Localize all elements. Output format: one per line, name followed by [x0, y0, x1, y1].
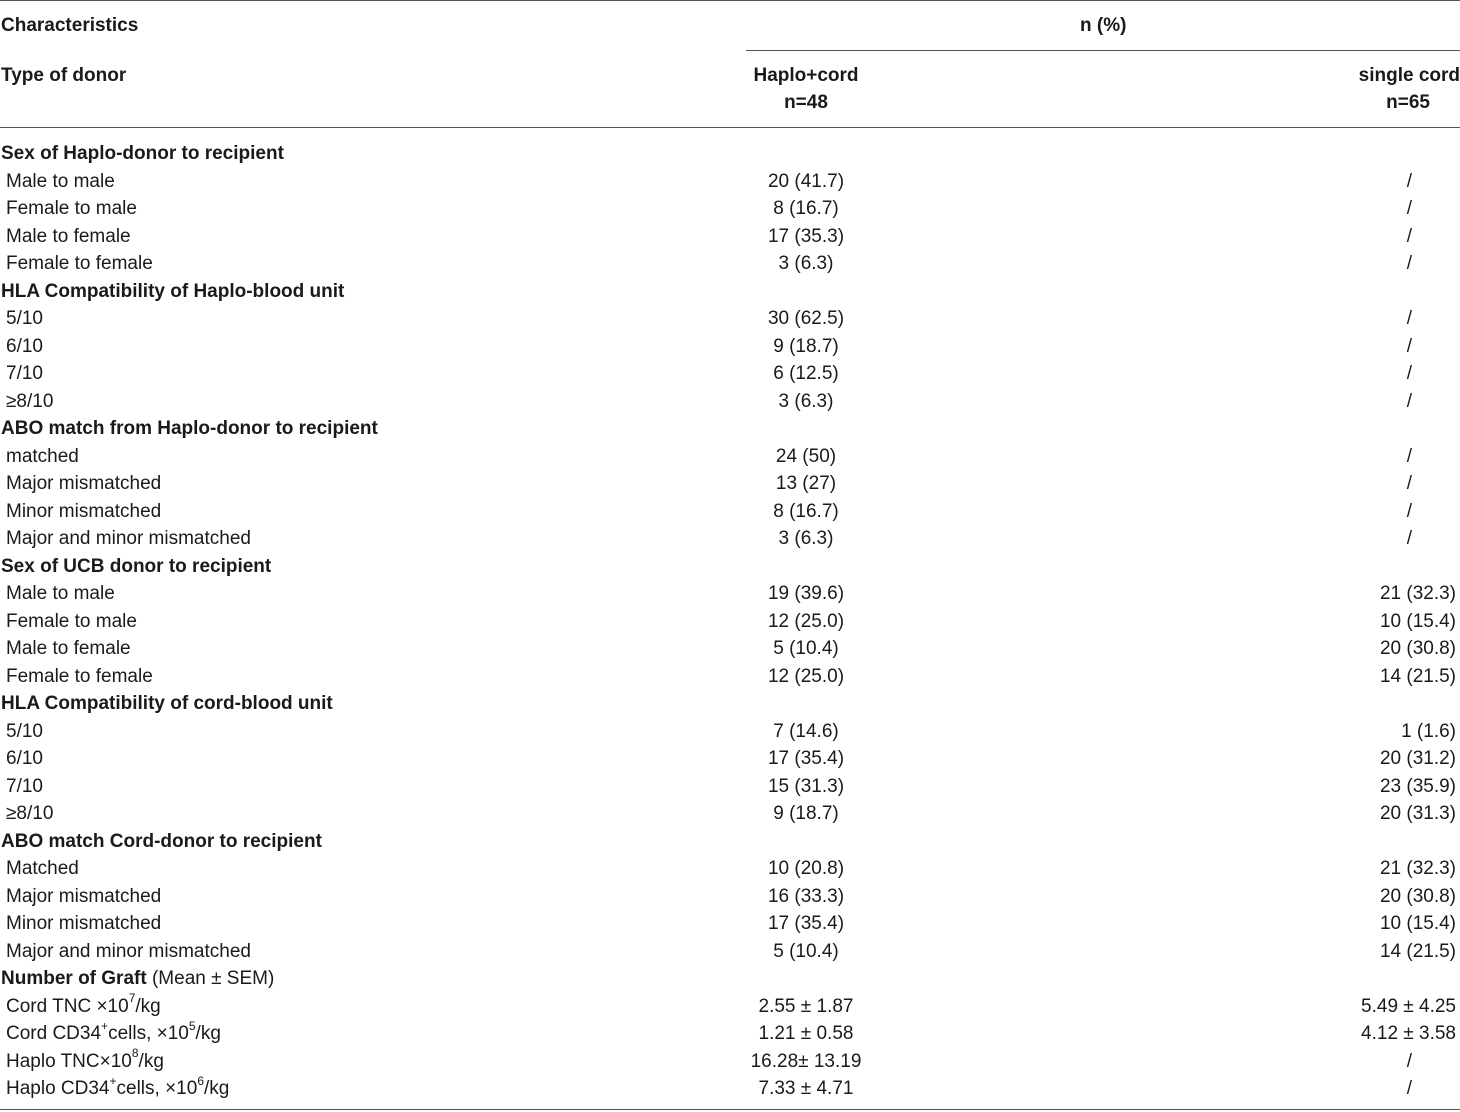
cell-single-cord: 23 (35.9) [1379, 775, 1456, 797]
label-part: Haplo TNC×10 [6, 1050, 132, 1072]
section-label [1, 140, 284, 168]
label-part: Cord CD34 [6, 1023, 102, 1044]
table-row [0, 608, 1460, 636]
cell-haplo-cord: 17 (35.4) [767, 748, 845, 769]
label-part: ABO match Cord-donor to recipient [1, 830, 322, 852]
superscript: + [109, 1073, 117, 1088]
label-part: cells, ×10 [116, 1078, 198, 1099]
row-label [6, 168, 115, 196]
section-label [1, 415, 378, 443]
label-part: /kg [195, 1023, 221, 1044]
cell-single-cord: 5.49 ± 4.25 [1361, 995, 1456, 1017]
cell-single-cord: / [1406, 335, 1412, 357]
cell-haplo-cord: 24 (50) [775, 445, 837, 467]
label-part: Female to male [6, 198, 137, 219]
superscript: 5 [188, 1018, 196, 1033]
cell-haplo-cord: 3 (6.3) [778, 253, 834, 274]
table-row [0, 1048, 1460, 1076]
table-row [0, 745, 1460, 773]
header-col1-name: Haplo+cord [753, 65, 859, 86]
header-n-percent: n (%) [1080, 15, 1127, 36]
header-characteristics: Characteristics [1, 15, 139, 36]
label-part: 5/10 [6, 308, 43, 329]
label-part: ABO match from Haplo-donor to recipient [1, 418, 378, 439]
cell-single-cord: 1 (1.6) [1401, 720, 1456, 742]
superscript: 8 [131, 1046, 139, 1061]
header-col2-name: single cord [1358, 65, 1460, 86]
cell-haplo-cord: 8 (16.7) [773, 198, 839, 219]
label-part: Female to female [6, 665, 153, 687]
table-row [0, 470, 1460, 498]
row-label [6, 993, 161, 1021]
cell-single-cord: / [1406, 308, 1412, 329]
section-header [0, 140, 1460, 168]
cell-single-cord: 10 (15.4) [1379, 610, 1456, 632]
cell-single-cord: / [1406, 528, 1412, 549]
table-row [0, 388, 1460, 416]
row-label [6, 883, 161, 911]
label-part: (Mean ± SEM) [146, 968, 275, 989]
cell-haplo-cord: 10 (20.8) [767, 858, 845, 879]
table-row [0, 360, 1460, 388]
cell-haplo-cord: 2.55 ± 1.87 [758, 995, 854, 1017]
cell-haplo-cord: 19 (39.6) [767, 583, 845, 604]
cell-single-cord: 20 (30.8) [1379, 638, 1456, 659]
table-row [0, 993, 1460, 1021]
row-label [6, 305, 43, 333]
cell-single-cord: / [1406, 1078, 1412, 1099]
table-row [0, 800, 1460, 828]
label-part: Number of Graft [1, 968, 147, 989]
header-subrule [746, 50, 1460, 51]
cell-single-cord: 20 (31.2) [1379, 748, 1456, 769]
cell-single-cord: / [1406, 473, 1412, 494]
cell-haplo-cord: 5 (10.4) [773, 940, 839, 962]
cell-single-cord: / [1406, 1050, 1412, 1072]
table-row [0, 223, 1460, 251]
row-label [6, 800, 53, 828]
cell-haplo-cord: 30 (62.5) [767, 308, 845, 329]
row-label [6, 360, 43, 388]
row-label [6, 498, 161, 526]
cell-haplo-cord: 9 (18.7) [773, 335, 839, 357]
cell-single-cord: 14 (21.5) [1379, 940, 1456, 962]
cell-haplo-cord: 16.28± 13.19 [750, 1050, 862, 1072]
superscript: 7 [128, 991, 136, 1006]
table-row [0, 525, 1460, 553]
table-row [0, 195, 1460, 223]
header-col1-n: n=48 [784, 92, 828, 113]
label-part: Male to female [6, 638, 131, 659]
cell-single-cord: / [1406, 225, 1412, 247]
label-part: ≥8/10 [6, 390, 54, 412]
cell-haplo-cord: 12 (25.0) [767, 665, 845, 687]
table-row [0, 333, 1460, 361]
row-label [6, 938, 251, 966]
table-row [0, 498, 1460, 526]
cell-single-cord: 20 (31.3) [1379, 803, 1456, 824]
cell-single-cord: / [1406, 445, 1412, 467]
table-row [0, 1020, 1460, 1048]
row-label [6, 1020, 221, 1048]
label-part: cells, ×10 [108, 1023, 189, 1044]
row-label [6, 250, 153, 278]
cell-single-cord: / [1406, 390, 1412, 412]
row-label [6, 388, 53, 416]
table-row [0, 250, 1460, 278]
table-row [0, 635, 1460, 663]
row-label [6, 635, 131, 663]
label-part: Major and minor mismatched [6, 940, 251, 962]
cell-haplo-cord: 20 (41.7) [767, 170, 845, 192]
table-row [0, 305, 1460, 333]
cell-haplo-cord: 3 (6.3) [778, 390, 834, 412]
cell-haplo-cord: 8 (16.7) [773, 500, 839, 522]
label-part: Male to male [6, 170, 115, 192]
cell-single-cord: / [1406, 363, 1412, 384]
cell-haplo-cord: 9 (18.7) [773, 803, 839, 824]
cell-haplo-cord: 17 (35.4) [767, 913, 845, 934]
label-part: Major mismatched [6, 885, 162, 907]
table-row [0, 1075, 1460, 1103]
cell-haplo-cord: 12 (25.0) [767, 610, 845, 632]
row-label [6, 195, 137, 223]
label-part: 7/10 [6, 775, 43, 797]
section-header [0, 553, 1460, 581]
table-row [0, 718, 1460, 746]
cell-haplo-cord: 6 (12.5) [773, 363, 839, 384]
cell-single-cord: 20 (30.8) [1379, 885, 1456, 907]
label-part: Female to female [6, 253, 153, 274]
cell-haplo-cord: 7.33 ± 4.71 [758, 1078, 854, 1099]
section-header [0, 965, 1460, 993]
table-row [0, 883, 1460, 911]
row-label [6, 443, 79, 471]
label-part: 6/10 [6, 335, 43, 357]
section-label [1, 553, 271, 581]
cell-haplo-cord: 3 (6.3) [778, 528, 834, 549]
label-part: matched [6, 445, 79, 467]
cell-haplo-cord: 7 (14.6) [773, 720, 839, 742]
top-rule [0, 0, 1460, 1]
label-part: /kg [138, 1050, 164, 1072]
row-label [6, 855, 79, 883]
cell-haplo-cord: 13 (27) [775, 473, 837, 494]
table-row [0, 773, 1460, 801]
bottom-rule [0, 1109, 1460, 1110]
row-label [6, 910, 161, 938]
section-label [1, 278, 344, 306]
label-part: Matched [6, 858, 79, 879]
label-part: HLA Compatibility of Haplo-blood unit [1, 280, 345, 302]
row-label [6, 745, 43, 773]
cell-single-cord: 4.12 ± 3.58 [1361, 1023, 1456, 1044]
label-part: /kg [135, 995, 161, 1017]
cell-single-cord: 10 (15.4) [1379, 913, 1456, 934]
section-label [1, 690, 333, 718]
cell-single-cord: 21 (32.3) [1379, 583, 1456, 604]
row-label [6, 773, 43, 801]
row-label [6, 1075, 229, 1103]
row-label [6, 608, 137, 636]
label-part: HLA Compatibility of cord-blood unit [1, 693, 333, 714]
table-row [0, 168, 1460, 196]
label-part: Sex of UCB donor to recipient [1, 555, 272, 577]
header-bottom-rule [0, 127, 1460, 128]
label-part: 7/10 [6, 363, 43, 384]
row-label [6, 718, 43, 746]
row-label [6, 663, 153, 691]
cell-single-cord: 14 (21.5) [1379, 665, 1456, 687]
cell-single-cord: / [1406, 253, 1412, 274]
cell-single-cord: 21 (32.3) [1379, 858, 1456, 879]
table-row [0, 938, 1460, 966]
cell-haplo-cord: 17 (35.3) [767, 225, 845, 247]
label-part: Male to female [6, 225, 131, 247]
header-type-of-donor: Type of donor [1, 65, 127, 86]
section-label [1, 828, 322, 856]
label-part: Sex of Haplo-donor to recipient [1, 143, 284, 164]
table-row [0, 443, 1460, 471]
label-part: Major mismatched [6, 473, 162, 494]
header-col2-n: n=65 [1386, 92, 1430, 113]
label-part: Female to male [6, 610, 137, 632]
section-header [0, 690, 1460, 718]
cell-haplo-cord: 15 (31.3) [767, 775, 845, 797]
section-header [0, 828, 1460, 856]
label-part: Haplo CD34 [6, 1078, 110, 1099]
table-row [0, 855, 1460, 883]
row-label [6, 223, 131, 251]
label-part: 6/10 [6, 748, 43, 769]
table-row [0, 580, 1460, 608]
cell-haplo-cord: 5 (10.4) [773, 638, 839, 659]
cell-single-cord: / [1406, 500, 1412, 522]
row-label [6, 525, 251, 553]
table-row [0, 663, 1460, 691]
label-part: Minor mismatched [6, 913, 162, 934]
row-label [6, 1048, 164, 1076]
row-label [6, 333, 43, 361]
section-header [0, 278, 1460, 306]
label-part: /kg [204, 1078, 230, 1099]
row-label [6, 580, 115, 608]
cell-single-cord: / [1406, 198, 1412, 219]
superscript: 6 [197, 1073, 204, 1088]
label-part: Minor mismatched [6, 500, 162, 522]
label-part: Male to male [6, 583, 115, 604]
label-part: Major and minor mismatched [6, 528, 251, 549]
cell-single-cord: / [1406, 170, 1412, 192]
superscript: + [101, 1018, 109, 1033]
row-label [6, 470, 161, 498]
section-label [1, 965, 274, 993]
cell-haplo-cord: 16 (33.3) [767, 885, 845, 907]
label-part: Cord TNC ×10 [6, 995, 129, 1017]
table-row [0, 910, 1460, 938]
label-part: ≥8/10 [6, 803, 54, 824]
section-header [0, 415, 1460, 443]
cell-haplo-cord: 1.21 ± 0.58 [758, 1023, 854, 1044]
label-part: 5/10 [6, 720, 43, 742]
